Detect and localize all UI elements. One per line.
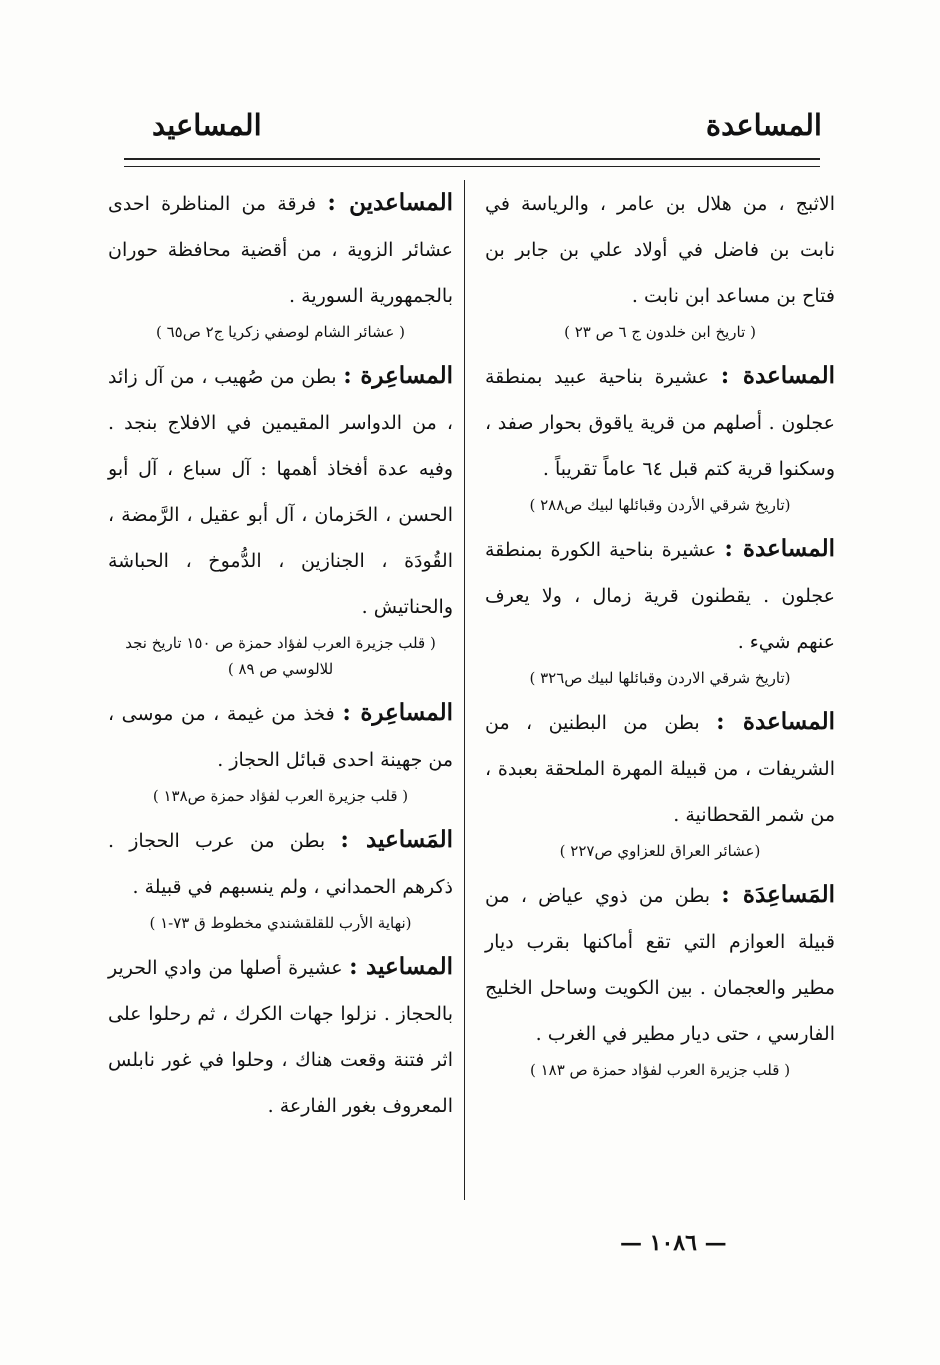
- header-left-title: المساعيد: [152, 108, 262, 142]
- entry-term: المساعيد :: [349, 953, 453, 980]
- entry: [108, 944, 453, 1129]
- left-column: [108, 180, 453, 1129]
- entry-term: المساعدة :: [716, 708, 835, 735]
- page-header: [110, 108, 822, 158]
- entry-source: ( عشائر الشام لوصفي زكريا ج٢ ص٦٥ ): [156, 323, 405, 341]
- column-divider: [464, 180, 465, 1200]
- entry-text: فخذ من غيمة ، من موسى ، من جهينة احدى قبائل الحجاز .: [108, 703, 453, 771]
- entry-text: عشيرة بناحية عبيد بمنطقة عجلون . أصلهم من قرية ياقوق بحوار صفد ، وسكنوا قرية كتم قبل ٦٤ عاماً تقريباً .: [485, 366, 835, 480]
- entry-text: بطن من عرب الحجاز . ذكرهم الحمداني ، ولم ينسبهم في قبيلة .: [108, 830, 453, 898]
- entry: [108, 353, 453, 682]
- entry-source: (نهاية الأرب للقلقشندي مخطوط ق ٧٣-١ ): [149, 914, 412, 932]
- entry-source: ( تاريخ ابن خلدون ج ٦ ص ٢٣ ): [564, 323, 756, 341]
- entry-term: المَساعيد :: [340, 826, 453, 853]
- page-number: — ١٠٨٦ —: [620, 1230, 727, 1256]
- entry-term: المساعدين :: [327, 189, 453, 216]
- entry-term: المساعدة :: [724, 535, 835, 562]
- entry-term: المساعدة :: [720, 362, 835, 389]
- entry-source: ( قلب جزيرة العرب لفؤاد حمزة ص١٣٨ ): [152, 787, 409, 805]
- entry: [485, 353, 835, 518]
- entry: [108, 180, 453, 345]
- entry: [108, 817, 453, 936]
- entry: [108, 690, 453, 809]
- entry-text: عشيرة بناحية الكورة بمنطقة عجلون . يقطنون قرية زمال ، ولا يعرف عنهم شيء .: [485, 539, 835, 653]
- entry-term: المساعِرة :: [343, 362, 454, 389]
- entry-source: (تاريخ شرقي الأردن وقبائلها لبيك ص٢٨٨ ): [529, 496, 791, 514]
- entry-text: عشيرة أصلها من وادي الحرير بالحجاز . نزلوا جهات الكرك ، ثم رحلوا على اثر فتنة وقعت هناك ، وحلوا في غور نابلس المعروف بغور الفارعة .: [108, 957, 453, 1117]
- right-column: [485, 180, 835, 1091]
- entry-text: بطن من صُهيب ، من آل زائد ، من الدواسر المقيمين في الافلاج بنجد . وفيه عدة أفخاذ أهمها : آل سباع ، آل أبو الحسن ، الحَزمان ، آل أبو عقيل ، الرَّمضة ، القُودَة ، الجنازين ، الدُّموخ ، الحباشة والحناتيش .: [108, 366, 453, 618]
- entry-text: الاثبج ، من هلال بن عامر ، والرياسة في نابت بن فاضل في أولاد علي بن جابر بن فتاح بن مساعد ابن نابت .: [485, 193, 835, 307]
- header-right-title: المساعدة: [705, 108, 822, 142]
- entry-text: فرقة من المناظرة احدى عشائر الزوية ، من أقضية محافظة حوران بالجمهورية السورية .: [108, 193, 453, 307]
- entry-term: المساعِرة :: [342, 699, 454, 726]
- entry: [485, 872, 835, 1083]
- header-rule-thick: [124, 158, 820, 160]
- entry-source: (عشائر العراق للعزاوي ص٢٢٧ ): [559, 842, 761, 860]
- entry-text: بطن من ذوي عياض ، من قبيلة العوازم التي تقع أماكنها بقرب ديار مطير والعجمان . بين الكويت وساحل الخليج الفارسي ، حتى ديار مطير في الغرب .: [485, 885, 835, 1045]
- entry: [485, 699, 835, 864]
- entry: [485, 526, 835, 691]
- entry-source: ( قلب جزيرة العرب لفؤاد حمزة ص ١٨٣ ): [529, 1061, 791, 1079]
- entry-source: (تاريخ شرقي الاردن وقبائلها لبيك ص٣٢٦ ): [529, 669, 791, 687]
- header-rule-thin: [124, 166, 820, 167]
- entry-source: ( قلب جزيرة العرب لفؤاد حمزة ص ١٥٠ تاريخ نجد للالوسي ص ٨٩ ): [125, 634, 436, 678]
- entry-text: بطن من البطنين ، من الشريفات ، من قبيلة المهرة الملحقة بعبدة ، من شمر القحطانية .: [485, 712, 835, 826]
- entry: [485, 180, 835, 345]
- entry-term: المَساعِدَة :: [721, 881, 835, 908]
